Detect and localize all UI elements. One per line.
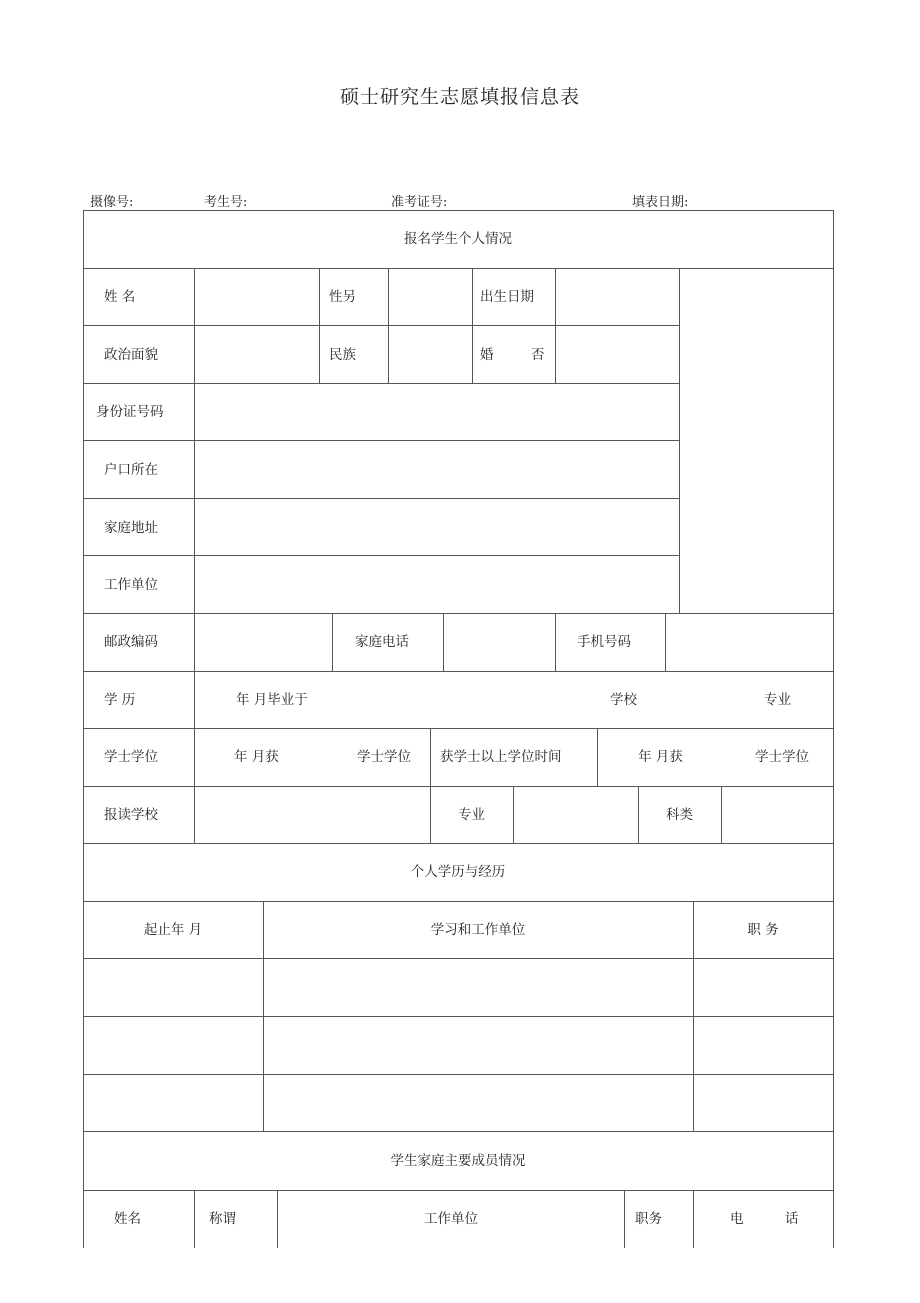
- col-position: 职 务: [747, 922, 779, 938]
- section-family: 学生家庭主要成员情况: [390, 1153, 526, 1169]
- col-family-position: 职务: [635, 1211, 662, 1227]
- label-higher-degree: 学士学位: [755, 749, 809, 765]
- label-higher-year-month: 年 月获: [638, 749, 683, 765]
- page-title: 硕士研究生志愿填报信息表: [339, 86, 580, 108]
- label-political: 政治面貌: [104, 347, 158, 363]
- ticket-no-label: 准考证号:: [391, 195, 448, 210]
- col-family-employer: 工作单位: [424, 1211, 478, 1227]
- label-gender: 性另: [329, 289, 356, 305]
- col-period: 起止年 月: [143, 922, 203, 938]
- section-personal: 报名学生个人情况: [404, 231, 512, 247]
- label-ethnicity: 民族: [329, 347, 356, 363]
- label-marital-a: 婚: [480, 347, 494, 363]
- col-family-phone-b: 话: [785, 1211, 799, 1227]
- label-mobile: 手机号码: [577, 634, 631, 650]
- label-apply-major: 专业: [458, 807, 485, 823]
- label-bachelor: 学士学位: [104, 749, 158, 765]
- label-id-no: 身份证号码: [96, 404, 164, 420]
- exam-no-label: 考生号:: [204, 195, 248, 210]
- label-bach-degree: 学士学位: [357, 749, 411, 765]
- label-home-phone: 家庭电话: [355, 634, 409, 650]
- label-education: 学 历: [104, 692, 136, 708]
- label-postcode: 邮政编码: [104, 634, 158, 650]
- label-edu-year-month: 年 月毕业于: [236, 692, 308, 708]
- label-bach-year-month: 年 月获: [234, 749, 279, 765]
- section-history: 个人学历与经历: [410, 864, 506, 880]
- label-address: 家庭地址: [104, 520, 158, 536]
- camera-no-label: 摄像号:: [90, 195, 134, 210]
- col-family-phone-a: 电: [730, 1211, 744, 1227]
- label-name: 姓 名: [104, 289, 136, 305]
- label-employer: 工作单位: [104, 577, 158, 593]
- fill-date-label: 填表日期:: [632, 195, 689, 210]
- label-apply-school: 报读学校: [104, 807, 158, 823]
- label-birth: 出生日期: [480, 289, 534, 305]
- col-unit: 学习和工作单位: [430, 922, 526, 938]
- label-hukou: 户口所在: [104, 462, 158, 478]
- col-family-name: 姓名: [114, 1211, 141, 1227]
- label-higher-degree-time: 获学士以上学位时间: [440, 749, 562, 765]
- label-edu-major: 专业: [764, 692, 791, 708]
- col-family-relation: 称谓: [209, 1211, 236, 1227]
- label-apply-category: 科类: [666, 807, 693, 823]
- label-edu-school: 学校: [610, 692, 637, 708]
- label-marital-b: 否: [531, 347, 545, 363]
